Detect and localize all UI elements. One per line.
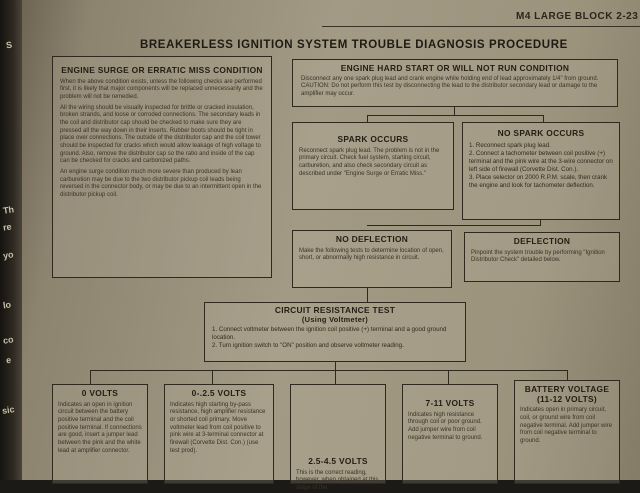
- page-title: BREAKERLESS IGNITION SYSTEM TROUBLE DIAGNOSIS PROCEDURE: [140, 39, 568, 51]
- flow-connector: [367, 115, 543, 116]
- deflection-title: DEFLECTION: [513, 236, 571, 246]
- no-spark-step: 2. Connect a tachometer between coil positive (+) terminal and the pink wire at the 3-wire connector on left side of firewall (Corvette Dist. Con.).: [469, 149, 613, 173]
- flow-connector: [90, 370, 568, 371]
- volt-box-text: Indicates open in primary circuit, coil, or ground wire from coil negative terminal. Add jumper wire from coil negative terminal to ground.: [520, 407, 613, 444]
- surge-paragraph: When the above condition exists, unless the following checks are performed first, it is likely that major components will be replaced unnecessarily and the problem will not be remedied.: [60, 78, 263, 100]
- volt-box-title: 0-.2.5 VOLTS: [191, 388, 247, 398]
- resistance-step: 2. Turn ignition switch to "ON" position and observe voltmeter reading.: [212, 342, 404, 350]
- no-spark-title: NO SPARK OCCURS: [497, 128, 585, 138]
- volt-box-title: 7-11 VOLTS: [425, 398, 475, 408]
- flow-connector: [367, 225, 541, 226]
- volt-box-2: [290, 384, 386, 491]
- spark-occurs-text: Reconnect spark plug lead. The problem is not in the primary circuit. Check fuel system, starting circuit, carburetion, and also check secondary circuit as described under "Engine Surge or Erratic Miss.": [299, 147, 440, 177]
- volt-box-title: BATTERY VOLTAGE (11-12 VOLTS): [524, 384, 610, 404]
- volt-box-title: 0 VOLTS: [81, 388, 119, 398]
- resistance-test-box: [204, 302, 466, 362]
- resistance-test-steps: [212, 326, 458, 350]
- no-deflection-box: [292, 230, 452, 288]
- volt-box-0: [52, 384, 148, 484]
- surge-paragraph: All the wiring should be visually inspected for brittle or cracked insulation, broken strands, and loose or corroded connections. The secondary leads in the coil and distributor cap should be checked to make sure they are pressed all the way down in their inserts. Rubber boots should be tight in place over connections. The outside of the distributor cap and the coil tower should be inspected for cracks which would allow leakage of high voltage to ground. Also, remove the distributor cap so the ratio and inside of the cap can be checked for cracks and carbonized paths.: [60, 104, 261, 165]
- deflection-box: [464, 232, 620, 282]
- edge-mark: lo: [2, 299, 12, 311]
- resistance-test-subtitle: (Using Voltmeter): [301, 314, 369, 324]
- volt-box-4: [514, 380, 620, 484]
- flow-connector: [335, 370, 336, 384]
- no-spark-step: 3. Place selector on 2000 R.P.M. scale, then crank the engine and look for tachometer deflection.: [469, 173, 608, 189]
- volt-box-3: [402, 384, 498, 484]
- edge-mark: co: [2, 334, 15, 346]
- resistance-test-title: CIRCUIT RESISTANCE TEST: [274, 305, 396, 315]
- edge-mark: sic: [1, 404, 16, 416]
- volt-box-text: Indicates high resistance through coil or poor ground. Add jumper wire from coil negative terminal to ground.: [408, 411, 483, 441]
- volt-box-text: Indicates an open in ignition circuit between the battery positive terminal and the coil positive terminal. If connections are good, insert a jumper lead between the pink and the white lead at amplifier connector.: [58, 401, 142, 454]
- edge-mark: e: [5, 354, 12, 366]
- no-deflection-text: Make the following tests to determine location of open, short, or abnormally high resistance in circuit.: [299, 247, 444, 262]
- volt-box-text: This is the correct reading, however, when obtained at this stage of the: [296, 469, 379, 491]
- hard-start-box: [292, 59, 618, 107]
- no-deflection-title: NO DEFLECTION: [335, 234, 409, 244]
- flow-connector: [448, 370, 449, 384]
- page-header: M4 LARGE BLOCK 2-23: [516, 11, 639, 22]
- surge-paragraph: An engine surge condition much more severe than produced by lean carburetion may be due to the two distributor pickup coil leads being reversed in the connector body, or may be due to an intermittent open in the distributor pickup coil.: [60, 169, 262, 199]
- manual-page: [22, 0, 640, 491]
- no-spark-step: 1. Reconnect spark plug lead.: [469, 141, 551, 149]
- flow-connector: [367, 288, 368, 302]
- volt-box-1: [164, 384, 274, 484]
- surge-condition-title: ENGINE SURGE OR ERRATIC MISS CONDITION: [61, 65, 263, 75]
- surge-condition-text: [60, 79, 264, 200]
- edge-mark: yo: [2, 249, 15, 261]
- no-spark-box: [462, 122, 620, 220]
- volt-box-title: 2.5-4.5 VOLTS: [308, 456, 368, 466]
- edge-mark: S: [5, 39, 13, 51]
- edge-mark: re: [2, 221, 13, 233]
- no-spark-steps: [469, 142, 613, 190]
- adjacent-page-edge: [0, 0, 22, 480]
- flow-connector: [212, 370, 213, 384]
- flow-connector: [567, 370, 568, 380]
- hard-start-text: Disconnect any one spark plug lead and crank engine while holding end of lead approximately 1/4" from ground. CAUTION: Do not perform this test by disconnecting the lead to the distributor secondary lead or damage to the amplifier may occur.: [301, 75, 599, 97]
- flow-connector: [367, 115, 368, 122]
- flow-connector: [454, 107, 455, 115]
- flow-connector: [335, 362, 336, 370]
- deflection-text: Pinpoint the system trouble by performing "Ignition Distributor Check" detailed below.: [471, 249, 605, 264]
- flow-connector: [543, 115, 544, 122]
- volt-box-text: Indicates high starting by-pass resistance, high amplifier resistance or shorted coil primary. Move voltmeter lead from coil positive to pink wire at 3-terminal connector at firewall (Corvette Dist. Con.) (use test prod).: [170, 401, 266, 454]
- spark-occurs-title: SPARK OCCURS: [337, 134, 409, 144]
- hard-start-title: ENGINE HARD START OR WILL NOT RUN CONDITION: [340, 63, 570, 73]
- surge-condition-box: [52, 56, 272, 278]
- flow-connector: [90, 370, 91, 384]
- resistance-step: 1. Connect voltmeter between the ignition coil positive (+) terminal and a good ground location.: [212, 326, 447, 342]
- edge-mark: Th: [2, 204, 15, 216]
- spark-occurs-box: [292, 122, 454, 210]
- header-rule: [322, 26, 640, 27]
